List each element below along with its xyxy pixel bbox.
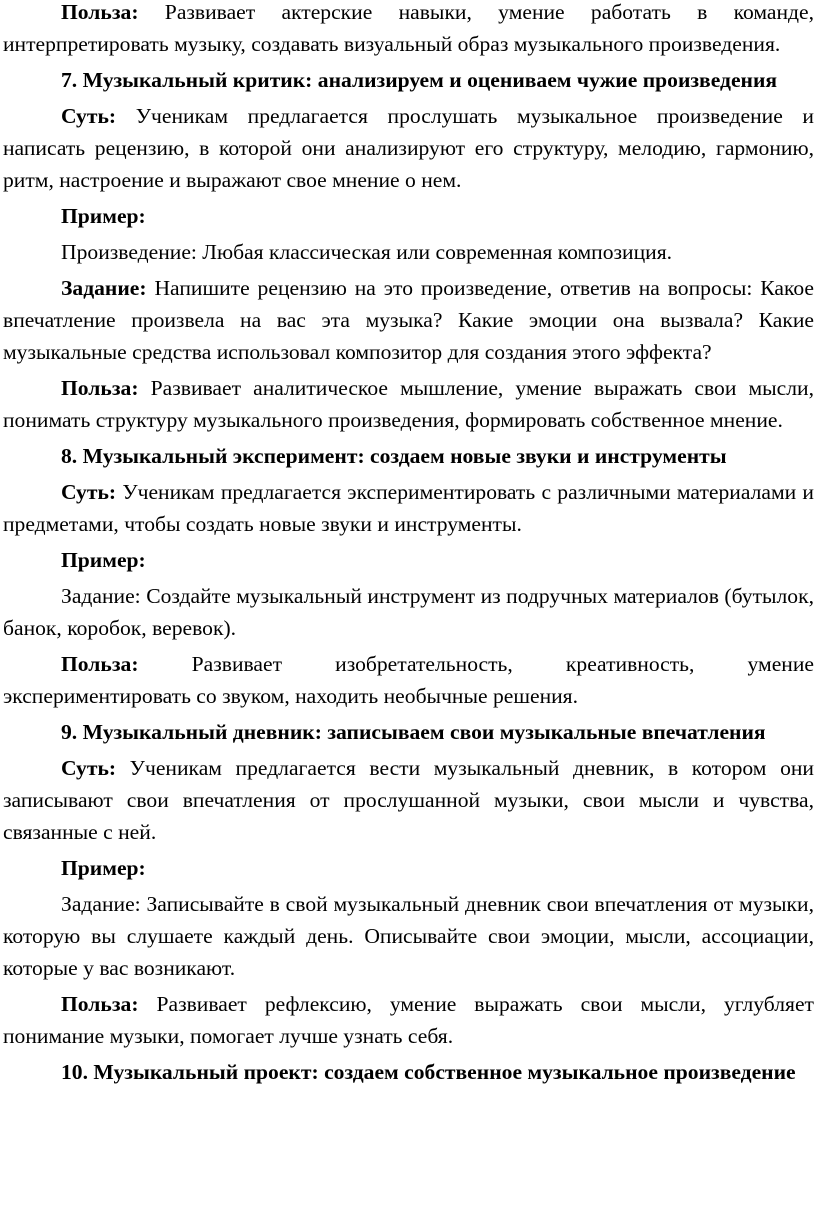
essence-label: Суть: — [61, 480, 117, 504]
benefit-label: Польза: — [61, 652, 139, 676]
benefit-label: Польза: — [61, 0, 139, 24]
section-heading-9: 9. Музыкальный дневник: записываем свои музыкальные впечатления — [61, 720, 766, 744]
benefit-text: Развивает изобретательность, креативность, умение экспериментировать со звуком, находить необычные решения. — [3, 652, 814, 708]
example-text: Произведение: Любая классическая или современная композиция. — [61, 240, 673, 264]
essence-label: Суть: — [61, 104, 117, 128]
essence-paragraph — [3, 752, 814, 848]
task-text: Напишите рецензию на это произведение, ответив на вопросы: Какое впечатление произвела на вас эта музыка? Какие эмоции она вызвала? Какие музыкальные средства использовал композитор для создания этого эффекта? — [3, 276, 814, 364]
task-label: Задание: — [61, 276, 147, 300]
example-text: Задание: Записывайте в свой музыкальный дневник свои впечатления от музыки, которую вы слушаете каждый день. Описывайте свои эмоции, мысли, ассоциации, которые у вас возникают. — [3, 892, 814, 980]
section-heading-7: 7. Музыкальный критик: анализируем и оцениваем чужие произведения — [61, 68, 778, 92]
example-label: Пример: — [61, 548, 146, 572]
essence-label: Суть: — [61, 756, 117, 780]
section-heading-8: 8. Музыкальный эксперимент: создаем новые звуки и инструменты — [61, 444, 727, 468]
essence-paragraph — [3, 476, 814, 540]
benefit-paragraph — [3, 988, 814, 1052]
benefit-text: Развивает актерские навыки, умение работать в команде, интерпретировать музыку, создавать визуальный образ музыкального произведения. — [3, 0, 814, 56]
example-text: Задание: Создайте музыкальный инструмент из подручных материалов (бутылок, банок, коробок, веревок). — [3, 584, 814, 640]
task-paragraph — [3, 272, 814, 368]
essence-text: Ученикам предлагается экспериментировать с различными материалами и предметами, чтобы создать новые звуки и инструменты. — [3, 480, 814, 536]
section-heading-10: 10. Музыкальный проект: создаем собственное музыкальное произведение — [61, 1060, 796, 1084]
example-label: Пример: — [61, 856, 146, 880]
benefit-paragraph — [3, 0, 814, 60]
essence-paragraph — [3, 100, 814, 196]
benefit-label: Польза: — [61, 376, 139, 400]
essence-text: Ученикам предлагается прослушать музыкальное произведение и написать рецензию, в которой они анализируют его структуру, мелодию, гармонию, ритм, настроение и выражают свое мнение о нем. — [3, 104, 814, 192]
benefit-paragraph — [3, 372, 814, 436]
benefit-paragraph — [3, 648, 814, 712]
benefit-label: Польза: — [61, 992, 139, 1016]
benefit-text: Развивает рефлексию, умение выражать свои мысли, углубляет понимание музыки, помогает лучше узнать себя. — [3, 992, 814, 1048]
benefit-text: Развивает аналитическое мышление, умение выражать свои мысли, понимать структуру музыкального произведения, формировать собственное мнение. — [3, 376, 814, 432]
example-label: Пример: — [61, 204, 146, 228]
essence-text: Ученикам предлагается вести музыкальный дневник, в котором они записывают свои впечатления от прослушанной музыки, свои мысли и чувства, связанные с ней. — [3, 756, 814, 844]
